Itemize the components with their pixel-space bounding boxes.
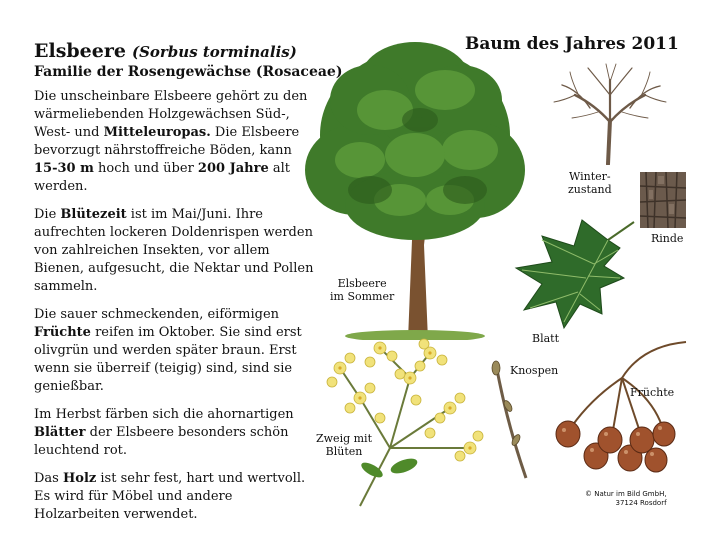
text-run: Die Elsbeere bevorzugt nährstoffreiche Böden, kann [34, 125, 300, 158]
flowering-twig-label: Zweig mit Blüten [316, 432, 372, 458]
bold-term: 200 Jahre [197, 161, 269, 176]
winter-tree-illustration [550, 60, 670, 165]
text-run: ist im Mai/Juni. Ihre aufrechten lockeren Doldenrispen werden von zahlreichen Insekten, vor allem Bienen, aufgesucht, die Nektar und Pollen sammeln. [34, 207, 314, 294]
leaf-label: Blatt [532, 332, 560, 345]
leaf-illustration [512, 218, 636, 330]
paragraph [34, 88, 314, 196]
bark-label: Rinde [651, 232, 684, 245]
species-latin-name: (Sorbus torminalis) [131, 43, 297, 61]
bold-term: Holz [62, 471, 97, 486]
species-title [34, 40, 344, 63]
fruits-illustration [552, 338, 688, 478]
text-run: der Elsbeere besonders schön leuchtend rot. [34, 425, 289, 458]
bold-term: 15-30 m [34, 161, 94, 176]
winter-state-label: Winter- zustand [568, 170, 612, 196]
paragraph [34, 306, 314, 396]
bold-term: Blütezeit [60, 207, 127, 222]
text-run: Die sauer schmeckenden, eiförmigen [34, 307, 280, 322]
text-run: ist sehr fest, hart und wertvoll. Es wird für Möbel und andere Holzarbeiten verwendet. [34, 471, 306, 522]
bark-illustration [640, 172, 686, 228]
paragraph [34, 206, 314, 296]
paragraph [34, 406, 314, 460]
family-name: Familie der Rosengewächse (Rosaceae) [34, 64, 343, 80]
buds-label: Knospen [510, 364, 559, 377]
copyright-notice: © Natur im Bild GmbH, 37124 Rosdorf [585, 490, 667, 507]
tree-of-the-year-title: Baum des Jahres 2011 [465, 34, 679, 54]
text-run: Die [34, 207, 61, 222]
bold-term: Früchte [34, 325, 91, 340]
paragraph [34, 470, 314, 524]
fruits-label: Früchte [630, 386, 675, 399]
text-run: Das [34, 471, 63, 486]
bold-term: Blätter [34, 425, 86, 440]
buds-illustration [486, 360, 536, 480]
bold-term: Mitteleuropas. [103, 125, 211, 140]
summer-tree-label: Elsbeere im Sommer [330, 277, 395, 303]
flowering-twig-illustration [320, 338, 490, 508]
text-run: Die unscheinbare Elsbeere gehört zu den wärmeliebenden Holzgewächsen Süd-, West- und [34, 89, 308, 140]
species-name: Elsbeere [34, 40, 126, 62]
text-run: Im Herbst färben sich die ahornartigen [34, 407, 294, 422]
description-text [34, 88, 314, 534]
title-block [34, 40, 344, 81]
text-run: reifen im Oktober. Sie sind erst olivgrün und werden später braun. Erst wenn sie überreif (teigig) sind, sind sie genießbar. [34, 325, 302, 394]
text-run: alt werden. [34, 161, 290, 194]
text-run: hoch und über [93, 161, 198, 176]
